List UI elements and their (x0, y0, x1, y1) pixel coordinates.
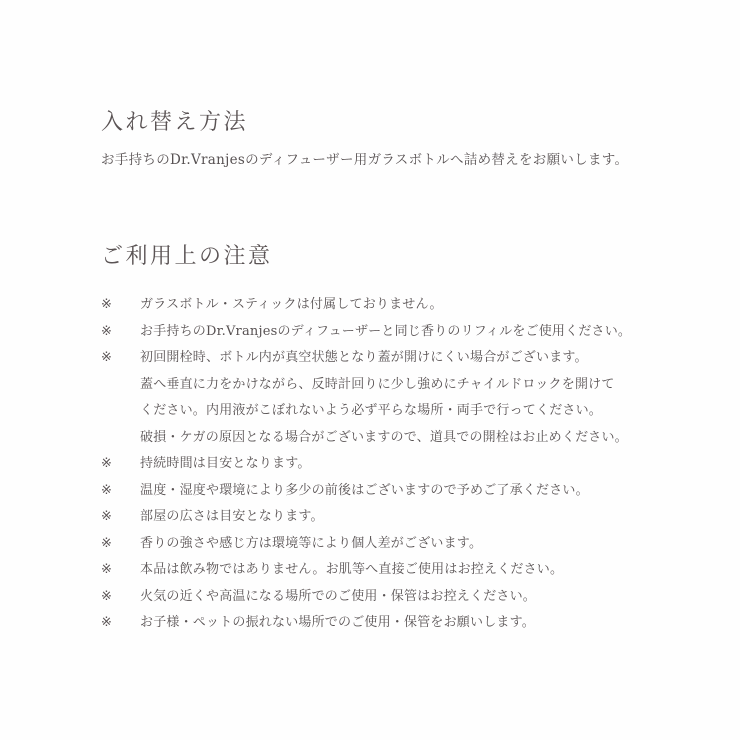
note-text-line: 火気の近くや高温になる場所でのご使用・保管はお控えください。 (140, 588, 537, 604)
note-item (101, 557, 720, 584)
note-mark: ※ (101, 562, 113, 577)
note-mark: ※ (101, 482, 113, 498)
note-text-line: 部屋の広さは目安となります。 (140, 509, 324, 524)
note-text-line: 香りの強さや感じ方は環境等により個人差がございます。 (140, 535, 483, 551)
replace-method-section (101, 112, 720, 168)
note-item (101, 292, 720, 319)
note-mark: ※ (101, 323, 113, 339)
usage-notes-title: ご利用上の注意 (101, 244, 273, 269)
note-item (101, 504, 720, 531)
note-mark: ※ (101, 615, 113, 630)
note-text-line: 蓋へ垂直に力をかけながら、反時計回りに少し強めにチャイルドロックを開けて (140, 376, 615, 392)
note-text-line: ガラスボトル・スティックは付属しておりません。 (140, 297, 443, 312)
replace-method-title: 入れ替え方法 (101, 110, 249, 135)
note-text-line: 破損・ケガの原因となる場合がございますので、道具での開栓はお止めください。 (140, 429, 628, 445)
note-item (101, 584, 720, 611)
note-text-line: 本品は飲み物ではありません。お肌等へ直接ご使用はお控えください。 (140, 562, 564, 577)
note-mark: ※ (101, 350, 113, 365)
note-mark: ※ (101, 456, 113, 471)
note-text-line: 温度・湿度や環境により多少の前後はございますので予めご了承ください。 (140, 482, 589, 498)
note-mark: ※ (101, 509, 113, 524)
note-text-line: 持続時間は目安となります。 (140, 456, 311, 471)
note-item (101, 319, 720, 346)
note-text-line: お子様・ペットの振れない場所でのご使用・保管をお願いします。 (140, 615, 535, 630)
note-item (101, 531, 720, 558)
note-item (101, 451, 720, 478)
usage-notes-section (101, 246, 720, 637)
note-mark: ※ (101, 297, 113, 312)
replace-method-text: お手持ちのDr.Vranjesのディフューザー用ガラスボトルへ詰め替えをお願いします。 (101, 152, 629, 168)
note-text-line: お手持ちのDr.Vranjesのディフューザーと同じ香りのリフィルをご使用ください。 (140, 323, 632, 339)
note-mark: ※ (101, 535, 113, 551)
note-item (101, 610, 720, 637)
note-text-line: ください。内用液がこぼれないよう必ず平らな場所・両手で行ってください。 (140, 403, 603, 418)
note-item (101, 345, 720, 451)
note-mark: ※ (101, 588, 113, 604)
note-text-line: 初回開栓時、ボトル内が真空状態となり蓋が開けにくい場合がございます。 (140, 350, 588, 365)
note-item (101, 478, 720, 505)
usage-notes-list (101, 292, 720, 637)
